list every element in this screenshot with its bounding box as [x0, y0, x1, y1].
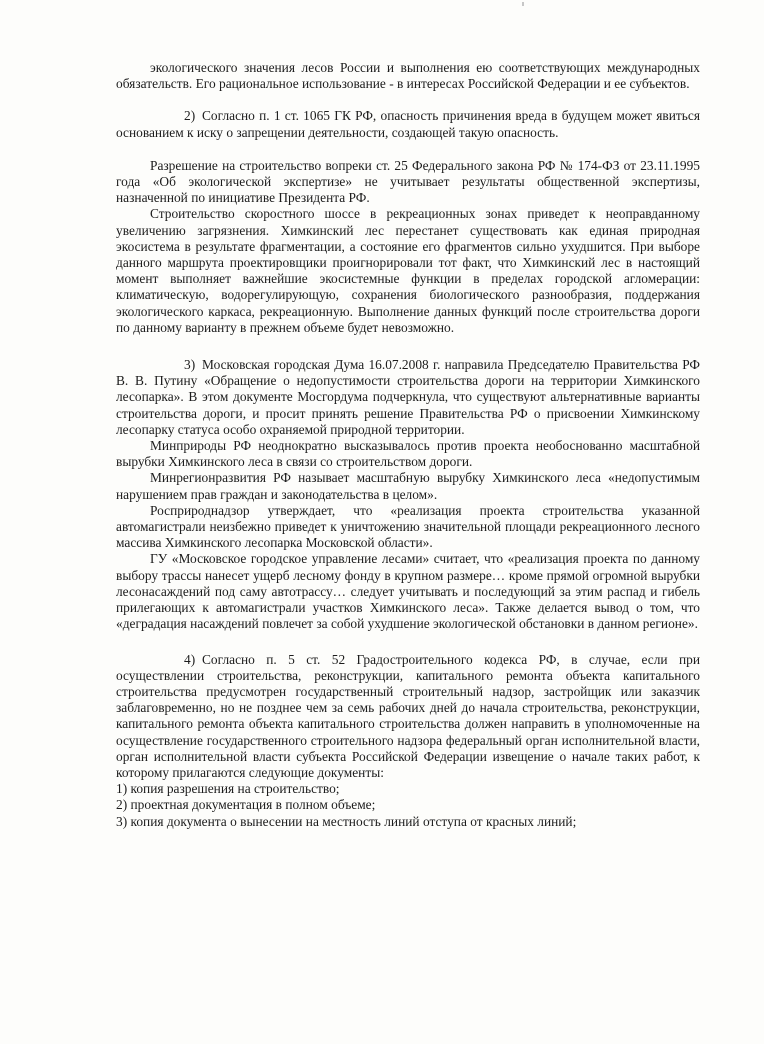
paragraph-text: Московская городская Дума 16.07.2008 г. направила Председателю Правительства РФ В. В. Путину «Обращение о недопустимости строительства дороги на территории Химкинского лесопарка». В этом документе Мосгордума подчеркнула, что существуют альтернативные варианты строительства дороги, и просит принять решение Правительства РФ о присвоении Химкинскому лесопарку статуса особо охраняемой природной территории. — [116, 357, 700, 437]
item-number: 3) — [184, 357, 196, 373]
paragraph-item-2 — [116, 108, 700, 140]
document-body — [116, 60, 700, 830]
paragraph-mosles: ГУ «Московское городское управление лесами» считает, что «реализация проекта по данному выбору трассы нанесет ущерб лесному фонду в крупном размере… кроме прямой огромной вырубки лесонасаждений под саму автотрассу… следует учитывать и последующий за этим распад и гибель прилегающих к автомагистрали участков Химкинского леса». Также делается вывод о том, что «деградация насаждений повлечет за собой ухудшение экологической обстановки в данном регионе». — [116, 551, 700, 632]
list-item: 3) копия документа о вынесении на местность линий отступа от красных линий; — [116, 813, 577, 829]
paragraph-item-3 — [116, 357, 700, 438]
scan-artifact — [522, 2, 524, 6]
paragraph-permit: Разрешение на строительство вопреки ст. 25 Федерального закона РФ № 174-ФЗ от 23.11.1995 года «Об экологической экспертизе» не учитывает результаты общественной экспертизы, назначенной по инициативе Президента РФ. — [116, 157, 700, 206]
list-item: 1) копия разрешения на строительство; — [116, 781, 340, 797]
item-number: 2) — [184, 108, 196, 124]
paragraph-text: Согласно п. 1 ст. 1065 ГК РФ, опасность причинения вреда в будущем может явиться основанием к иску о запрещении деятельности, создающей такую опасность. — [116, 108, 700, 140]
paragraph-minprirody: Минприроды РФ неоднократно высказывалось против проекта необоснованно масштабной вырубки Химкинского леса в связи со строительством дороги. — [116, 438, 700, 470]
item-number: 4) — [184, 651, 196, 667]
paragraph-continuation: экологического значения лесов России и выполнения ею соответствующих международных обязательств. Его рациональное использование - в интересах Российской Федерации и ее субъектов. — [116, 60, 700, 92]
paragraph-minregion: Минрегионразвития РФ называет масштабную вырубку Химкинского леса «недопустимым нарушением прав граждан и законодательства в целом». — [116, 470, 700, 502]
paragraph-text: Согласно п. 5 ст. 52 Градостроительного кодекса РФ, в случае, если при осуществлении строительства, реконструкции, капитального ремонта объекта капитального строительства предусмотрен государственный строительный надзор, застройщик или заказчик заблаговременно, но не позднее чем за семь рабочих дней до начала строительства, реконструкции, капитального ремонта объекта капитального строительства должен направить в уполномоченные на осуществление государственного строительного надзора федеральный орган исполнительной власти, орган исполнительной власти субъекта Российской Федерации извещение о начале таких работ, к которому прилагаются следующие документы: — [116, 651, 700, 780]
list-item: 2) проектная документация в полном объеме; — [116, 797, 376, 813]
paragraph-rosprirodnadzor: Росприроднадзор утверждает, что «реализация проекта строительства указанной автомагистрали неизбежно приведет к уничтожению значительной площади рекреационного лесного массива Химкинского лесопарка Московской области». — [116, 502, 700, 551]
paragraph-item-4 — [116, 652, 700, 782]
paragraph-highway: Строительство скоростного шоссе в рекреационных зонах приведет к неоправданному увеличению загрязнения. Химкинский лес перестанет существовать как единая природная экосистема в результате фрагментации, а состояние его фрагментов сильно ухудшится. При выборе данного маршрута проектировщики проигнорировали тот факт, что Химкинский лес в настоящий момент выполняет важнейшие экосистемные функции в пределах городской агломерации: климатическую, водорегулирующую, сохранения биологического разнообразия, поддержания экологического каркаса, рекреационную. Выполнение данных функций после строительства дороги по данному варианту в прежнем объеме будет невозможно. — [116, 206, 700, 335]
